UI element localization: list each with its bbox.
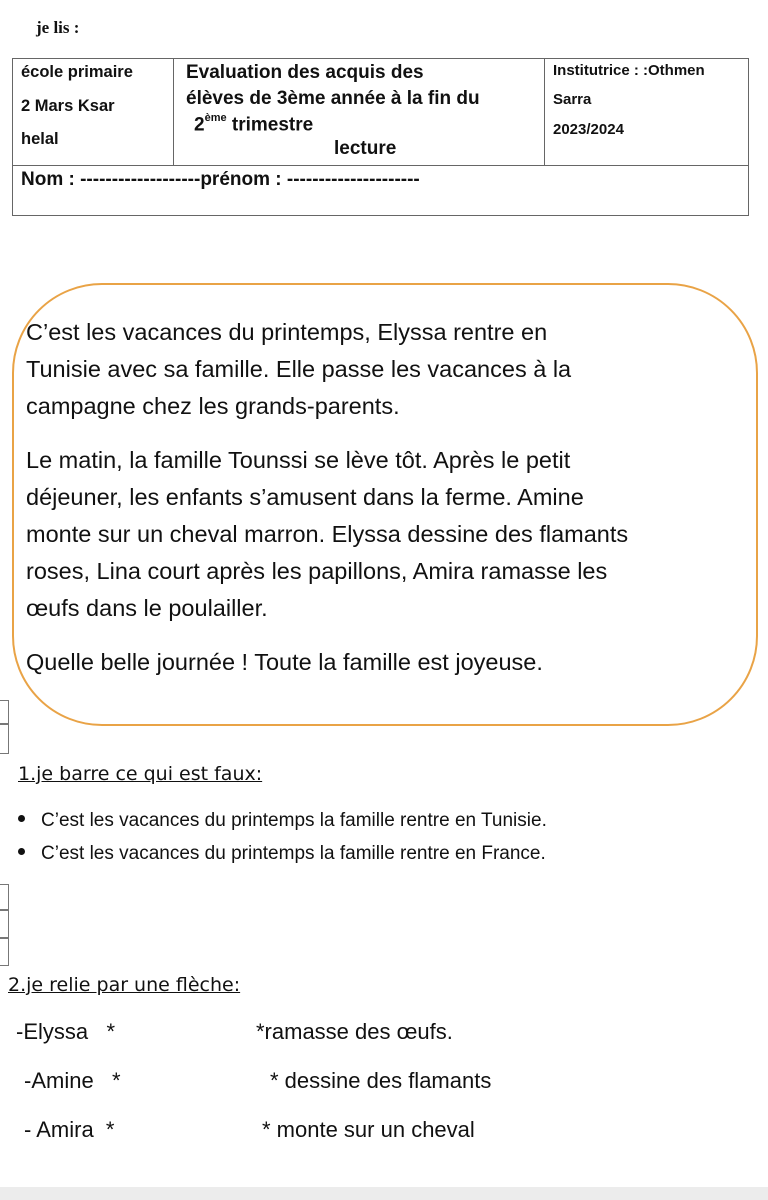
question1-title: 1.je barre ce qui est faux: — [18, 763, 263, 785]
title-line4: lecture — [334, 138, 397, 159]
story-line: monte sur un cheval marron. Elyssa dessine des flamants — [26, 521, 629, 547]
story-line: campagne chez les grands-parents. — [26, 393, 400, 419]
list-item[interactable] — [18, 843, 546, 865]
title-line3-superscript: ème — [204, 112, 227, 124]
story-line: Le matin, la famille Tounssi se lève tôt. Après le petit — [26, 447, 571, 473]
title-line3-number: 2 — [194, 114, 205, 136]
school-cell — [13, 59, 174, 165]
story-box — [12, 283, 758, 726]
match-left-item[interactable]: - Amira * — [24, 1117, 115, 1142]
bullet-icon — [18, 815, 25, 822]
school-name-line2: 2 Mars Ksar — [21, 97, 115, 115]
match-right-item[interactable]: * dessine des flamants — [270, 1068, 492, 1093]
teacher-line1: Institutrice : :Othmen — [553, 62, 705, 79]
school-name-line1: école primaire — [21, 63, 133, 81]
teacher-line2: Sarra — [553, 91, 592, 108]
title-line2: élèves de 3ème année à la fin du — [186, 88, 480, 109]
page-bottom-edge — [0, 1187, 768, 1200]
statement-text: C’est les vacances du printemps la famille rentre en Tunisie. — [41, 810, 547, 831]
title-line3-rest: trimestre — [226, 114, 314, 136]
story-line: œufs dans le poulailler. — [26, 595, 268, 621]
score-box — [0, 884, 9, 910]
match-right-item[interactable]: *ramasse des œufs. — [256, 1019, 453, 1044]
list-item[interactable] — [18, 810, 547, 832]
story-line: déjeuner, les enfants s’amusent dans la ferme. Amine — [26, 484, 584, 510]
title-cell — [174, 59, 545, 165]
story-line: C’est les vacances du printemps, Elyssa rentre en — [26, 319, 548, 345]
score-box — [0, 724, 9, 754]
school-year: 2023/2024 — [553, 121, 624, 138]
bullet-icon — [18, 848, 25, 855]
question2-title: 2.je relie par une flèche: — [8, 974, 241, 996]
match-left-item[interactable]: -Amine * — [24, 1068, 121, 1093]
section-label: je lis : — [36, 18, 80, 37]
teacher-cell — [545, 59, 750, 165]
match-left-item[interactable]: -Elyssa * — [16, 1019, 116, 1044]
title-line3 — [194, 114, 313, 136]
header-row — [13, 59, 748, 166]
statement-text: C’est les vacances du printemps la famille rentre en France. — [41, 843, 546, 864]
score-box — [0, 910, 9, 938]
story-line: Quelle belle journée ! Toute la famille est joyeuse. — [26, 649, 543, 675]
match-right-item[interactable]: * monte sur un cheval — [262, 1117, 475, 1142]
score-box — [0, 700, 9, 724]
header-table — [12, 58, 749, 216]
story-line: roses, Lina court après les papillons, Amira ramasse les — [26, 558, 608, 584]
school-name-line3: helal — [21, 130, 59, 148]
name-fill-line[interactable]: Nom : -------------------prénom : --------------------- — [21, 169, 420, 190]
story-line: Tunisie avec sa famille. Elle passe les vacances à la — [26, 356, 572, 382]
score-box — [0, 938, 9, 966]
title-line1: Evaluation des acquis des — [186, 62, 424, 83]
